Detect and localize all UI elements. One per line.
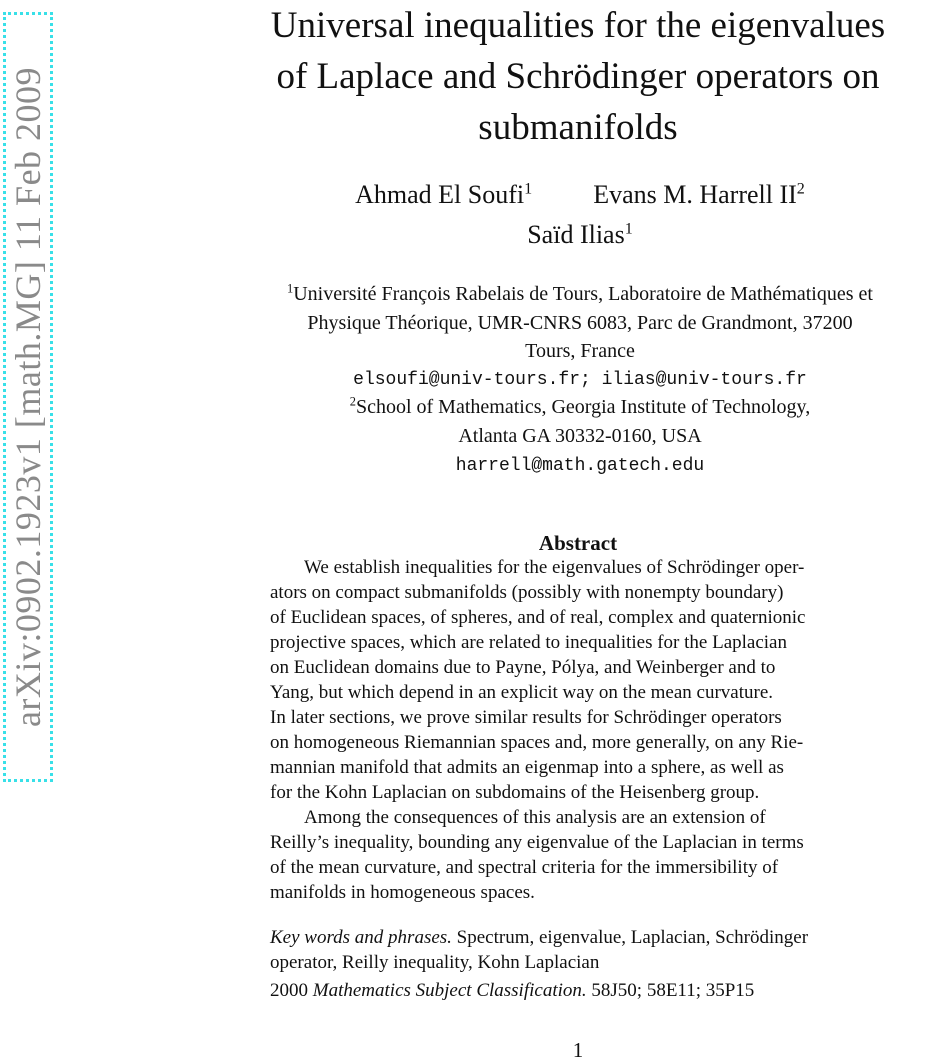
author-name: Saïd Ilias [527, 220, 625, 249]
author-name: Evans M. Harrell II [593, 180, 797, 209]
arxiv-stamp-frame [3, 12, 53, 782]
abstract-paragraph-1 [270, 555, 886, 805]
email-text: elsoufi@univ-tours.fr; ilias@univ-tours.fr [353, 370, 807, 390]
msc-label: Mathematics Subject Classification. [312, 980, 587, 1001]
text-line: ators on compact submanifolds (possibly with nonempty boundary) [270, 582, 784, 603]
title-line: submanifolds [478, 107, 678, 148]
email-line [200, 370, 944, 390]
affiliation-line [200, 283, 944, 306]
keywords-text: Spectrum, eigenvalue, Laplacian, Schrödinger [456, 927, 809, 948]
affiliation-text: School of Mathematics, Georgia Institute of Technology, [355, 396, 811, 418]
affiliation-text: Physique Théorique, UMR-CNRS 6083, Parc de Grandmont, 37200 [307, 312, 853, 334]
keywords-label: Key words and phrases. [270, 927, 452, 948]
email-text: harrell@math.gatech.edu [455, 456, 705, 476]
author-affil-mark: 1 [624, 220, 633, 238]
affiliation-text: Université François Rabelais de Tours, Laboratoire de Mathématiques et [293, 283, 873, 305]
text-line: mannian manifold that admits an eigenmap into a sphere, as well as [270, 757, 784, 778]
affil-mark: 2 [349, 394, 356, 409]
text-line: Among the consequences of this analysis are an extension of [304, 807, 766, 828]
affiliation-text: Tours, France [525, 340, 635, 362]
author-line-2 [200, 220, 944, 250]
text-line: manifolds in homogeneous spaces. [270, 882, 535, 903]
affiliation-line [200, 340, 944, 363]
arxiv-stamp: arXiv:0902.1923v1 [math.MG] 11 Feb 2009 [8, 66, 48, 728]
msc-year: 2000 [270, 980, 308, 1001]
author-affil-mark: 2 [796, 180, 805, 198]
keywords [270, 925, 886, 975]
text-line: on Euclidean domains due to Payne, Pólya, and Weinberger and to [270, 657, 776, 678]
text-line: on homogeneous Riemannian spaces and, more generally, on any Rie- [270, 732, 804, 753]
text-line: for the Kohn Laplacian on subdomains of the Heisenberg group. [270, 782, 760, 803]
author-name: Ahmad El Soufi [355, 180, 525, 209]
text-line: We establish inequalities for the eigenvalues of Schrödinger oper- [304, 557, 805, 578]
author-line-1 [200, 180, 944, 210]
msc-classification [270, 978, 886, 1003]
title-line: of Laplace and Schrödinger operators on [276, 56, 880, 97]
msc-codes: 58J50; 58E11; 35P15 [591, 980, 755, 1001]
text-line: of Euclidean spaces, of spheres, and of real, complex and quaternionic [270, 607, 806, 628]
affiliation-line [200, 312, 944, 335]
keywords-text: operator, Reilly inequality, Kohn Laplacian [270, 952, 600, 973]
title-line: Universal inequalities for the eigenvalues [270, 5, 886, 46]
affiliation-line [200, 425, 944, 448]
page-number: 1 [572, 1038, 584, 1062]
affil-mark: 1 [287, 281, 294, 296]
email-line [200, 456, 944, 476]
affiliation-text: Atlanta GA 30332-0160, USA [458, 425, 702, 447]
paper-title [220, 0, 936, 153]
abstract-heading: Abstract [538, 531, 618, 555]
affiliation-line [200, 396, 944, 419]
abstract-paragraph-2 [270, 805, 886, 905]
text-line: In later sections, we prove similar results for Schrödinger operators [270, 707, 782, 728]
text-line: Yang, but which depend in an explicit way on the mean curvature. [270, 682, 774, 703]
text-line: Reilly’s inequality, bounding any eigenvalue of the Laplacian in terms [270, 832, 804, 853]
author-affil-mark: 1 [524, 180, 533, 198]
text-line: projective spaces, which are related to inequalities for the Laplacian [270, 632, 787, 653]
text-line: of the mean curvature, and spectral criteria for the immersibility of [270, 857, 779, 878]
